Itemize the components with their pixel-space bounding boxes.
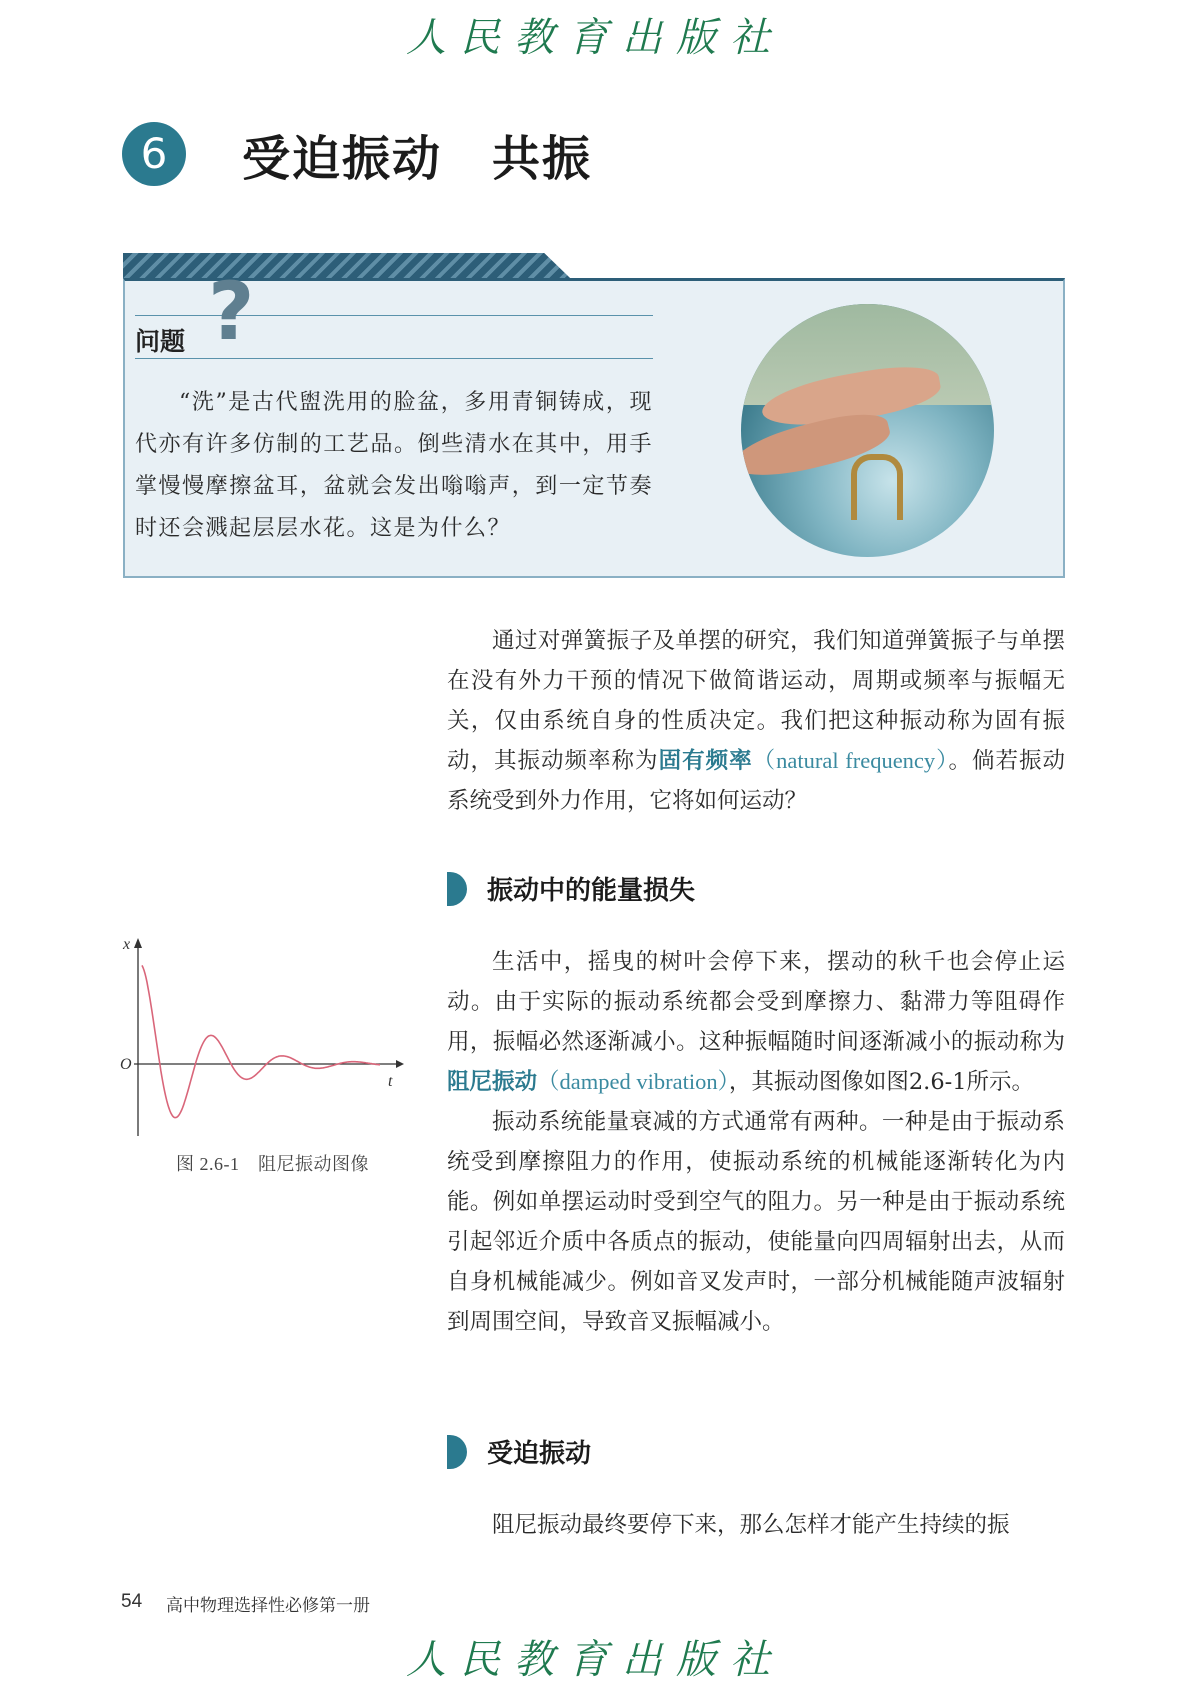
section-heading-energy-loss — [447, 870, 695, 907]
y-axis-arrow — [134, 938, 142, 948]
origin-label: O — [120, 1056, 132, 1073]
x-axis-label: t — [388, 1073, 393, 1090]
term-natural-frequency: 固有频率 — [658, 748, 753, 774]
photo-basin-handle — [851, 454, 903, 520]
intro-text — [447, 621, 1065, 821]
damped-vibration-chart — [118, 936, 408, 1140]
publisher-watermark-bottom: 人民教育出版社 — [406, 1637, 784, 1683]
book-title: 高中物理选择性必修第一册 — [166, 1596, 370, 1616]
section-title: 受迫振动 — [487, 1439, 592, 1469]
page-number: 54 — [121, 1591, 143, 1612]
intro-text-part1: 通过对弹簧振子及单摆的研究，我们知道弹簧振子与单摆在没有外力干预的情况下做简谐运动，周期或频率与振幅无关，仅由系统自身的性质决定。我们把这种振动称为固有振动，其振动频率称为 — [447, 628, 1065, 774]
section-title: 振动中的能量损失 — [487, 876, 696, 906]
section-marker-icon — [447, 872, 467, 906]
english-damped-vibration: （damped vibration） — [537, 1069, 729, 1094]
section1-text-part2: ，其振动图像如图2.6-1所示。 — [728, 1069, 1035, 1095]
section1-text-part1: 生活中，摇曳的树叶会停下来，摆动的秋千也会停止运动。由于实际的振动系统都会受到摩擦力、黏滞力等阻碍作用，振幅必然逐渐减小。这种振幅随时间逐渐减小的振动称为 — [447, 949, 1065, 1055]
question-rule-bottom — [135, 358, 653, 359]
intro-text-part2: 。倘若振动系统受到外力作用，它将如何运动？ — [447, 748, 1065, 814]
question-paragraph: “洗”是古代盥洗用的脸盆，多用青铜铸成，现代亦有许多仿制的工艺品。倒些清水在其中，用手掌慢慢摩擦盆耳，盆就会发出嗡嗡声，到一定节奏时还会溅起层层水花。这是为什么？ — [135, 390, 653, 541]
publisher-watermark-top: 人民教育出版社 — [406, 15, 784, 61]
section2-paragraph1: 阻尼振动最终要停下来，那么怎样才能产生持续的振 — [492, 1512, 1010, 1538]
figure-caption: 图 2.6-1 阻尼振动图像 — [176, 1154, 369, 1174]
english-natural-frequency: （natural frequency） — [752, 748, 949, 773]
question-text — [135, 382, 653, 550]
term-damped-vibration: 阻尼振动 — [447, 1069, 538, 1095]
intro-paragraph — [447, 621, 1065, 821]
question-label: 问题 — [135, 327, 186, 356]
chapter-number-badge: 6 — [122, 122, 186, 186]
question-box-band — [123, 253, 571, 279]
chapter-title: 受迫振动 共振 — [242, 131, 593, 187]
section1-paragraph1 — [447, 942, 1065, 1102]
section1-body — [447, 942, 1065, 1342]
section2-body — [447, 1505, 1065, 1545]
basin-photo — [741, 304, 994, 557]
x-axis-arrow — [396, 1060, 404, 1068]
section-marker-icon — [447, 1435, 467, 1469]
section1-paragraph2: 振动系统能量衰减的方式通常有两种。一种是由于振动系统受到摩擦阻力的作用，使振动系统的机械能逐渐转化为内能。例如单摆运动时受到空气的阻力。另一种是由于振动系统引起邻近介质中各质点的振动，使能量向四周辐射出去，从而自身机械能减少。例如音叉发声时，一部分机械能随声波辐射到周围空间，导致音叉振幅减小。 — [447, 1109, 1065, 1335]
y-axis-label: x — [123, 936, 131, 953]
section-heading-forced-vibration — [447, 1433, 591, 1470]
damped-curve — [142, 965, 380, 1117]
question-mark-icon: ? — [208, 265, 255, 358]
